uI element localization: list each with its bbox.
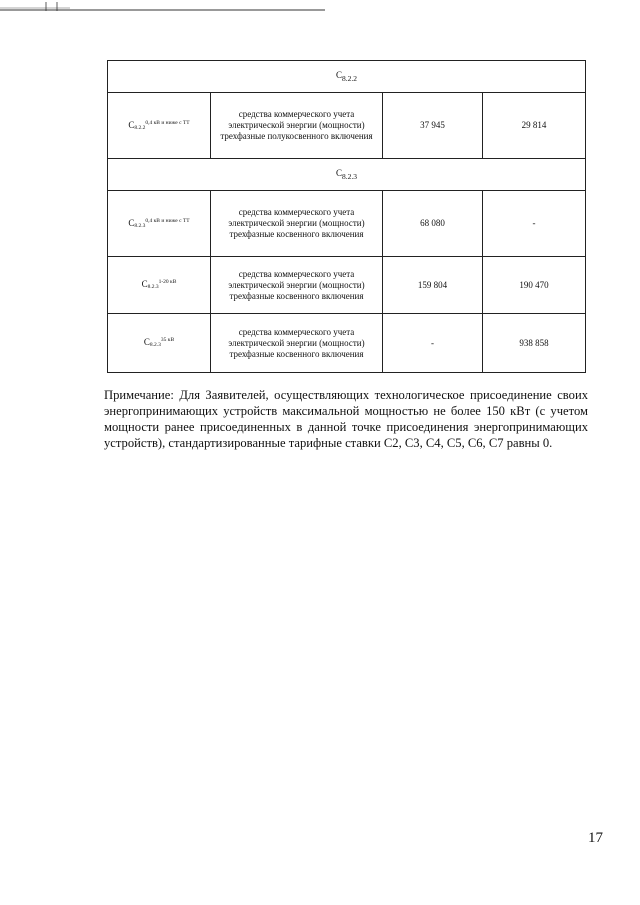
description-cell: средства коммерческого учета электрической энергии (мощности) трехфазные косвенного включения (211, 191, 383, 257)
section-header-cell (108, 159, 586, 191)
rate-code-cell: $С_{8.2.3}^{1-20 кВ}$ (108, 257, 211, 314)
section-header-cell (108, 61, 586, 93)
page-number: 17 (588, 830, 603, 846)
section-header-code: $С_{8.2.3}$ (336, 167, 358, 181)
table-row (108, 314, 586, 373)
value-cell-2: 938 858 (483, 314, 586, 373)
value-cell-1: 37 945 (383, 93, 483, 159)
tariff-table (107, 60, 586, 373)
description-cell: средства коммерческого учета электрической энергии (мощности) трехфазные косвенного включения (211, 314, 383, 373)
description-cell: средства коммерческого учета электрической энергии (мощности) трехфазные косвенного включения (211, 257, 383, 314)
table-row (108, 257, 586, 314)
table-row (108, 93, 586, 159)
value-cell-2: 190 470 (483, 257, 586, 314)
section-header-row (108, 159, 586, 191)
table-row (108, 191, 586, 257)
rate-code-cell: $С_{8.2.3}^{0,4 кВ и ниже с ТТ}$ (108, 191, 211, 257)
header-line-fragment (0, 0, 330, 12)
rate-code-cell: $С_{8.2.2}^{0,4 кВ и ниже с ТТ}$ (108, 93, 211, 159)
value-cell-2: - (483, 191, 586, 257)
description-cell: средства коммерческого учета электрической энергии (мощности) трехфазные полукосвенного включения (211, 93, 383, 159)
value-cell-1: 159 804 (383, 257, 483, 314)
value-cell-1: - (383, 314, 483, 373)
section-header-code: $С_{8.2.2}$ (336, 69, 358, 83)
footnote-text: Примечание: Для Заявителей, осуществляющих технологическое присоединение своих энергопринимающих устройств максимальной мощностью не более 150 кВт (с учетом мощности ранее присоединенных в данной точке присоединения энергопринимающих устройств), стандартизированные тарифные ставки С2, С3, С4, С5, С6, С7 равны 0. (104, 387, 588, 450)
rate-code-cell: $С_{8.2.3}^{35 кВ}$ (108, 314, 211, 373)
value-cell-2: 29 814 (483, 93, 586, 159)
section-header-row (108, 61, 586, 93)
value-cell-1: 68 080 (383, 191, 483, 257)
